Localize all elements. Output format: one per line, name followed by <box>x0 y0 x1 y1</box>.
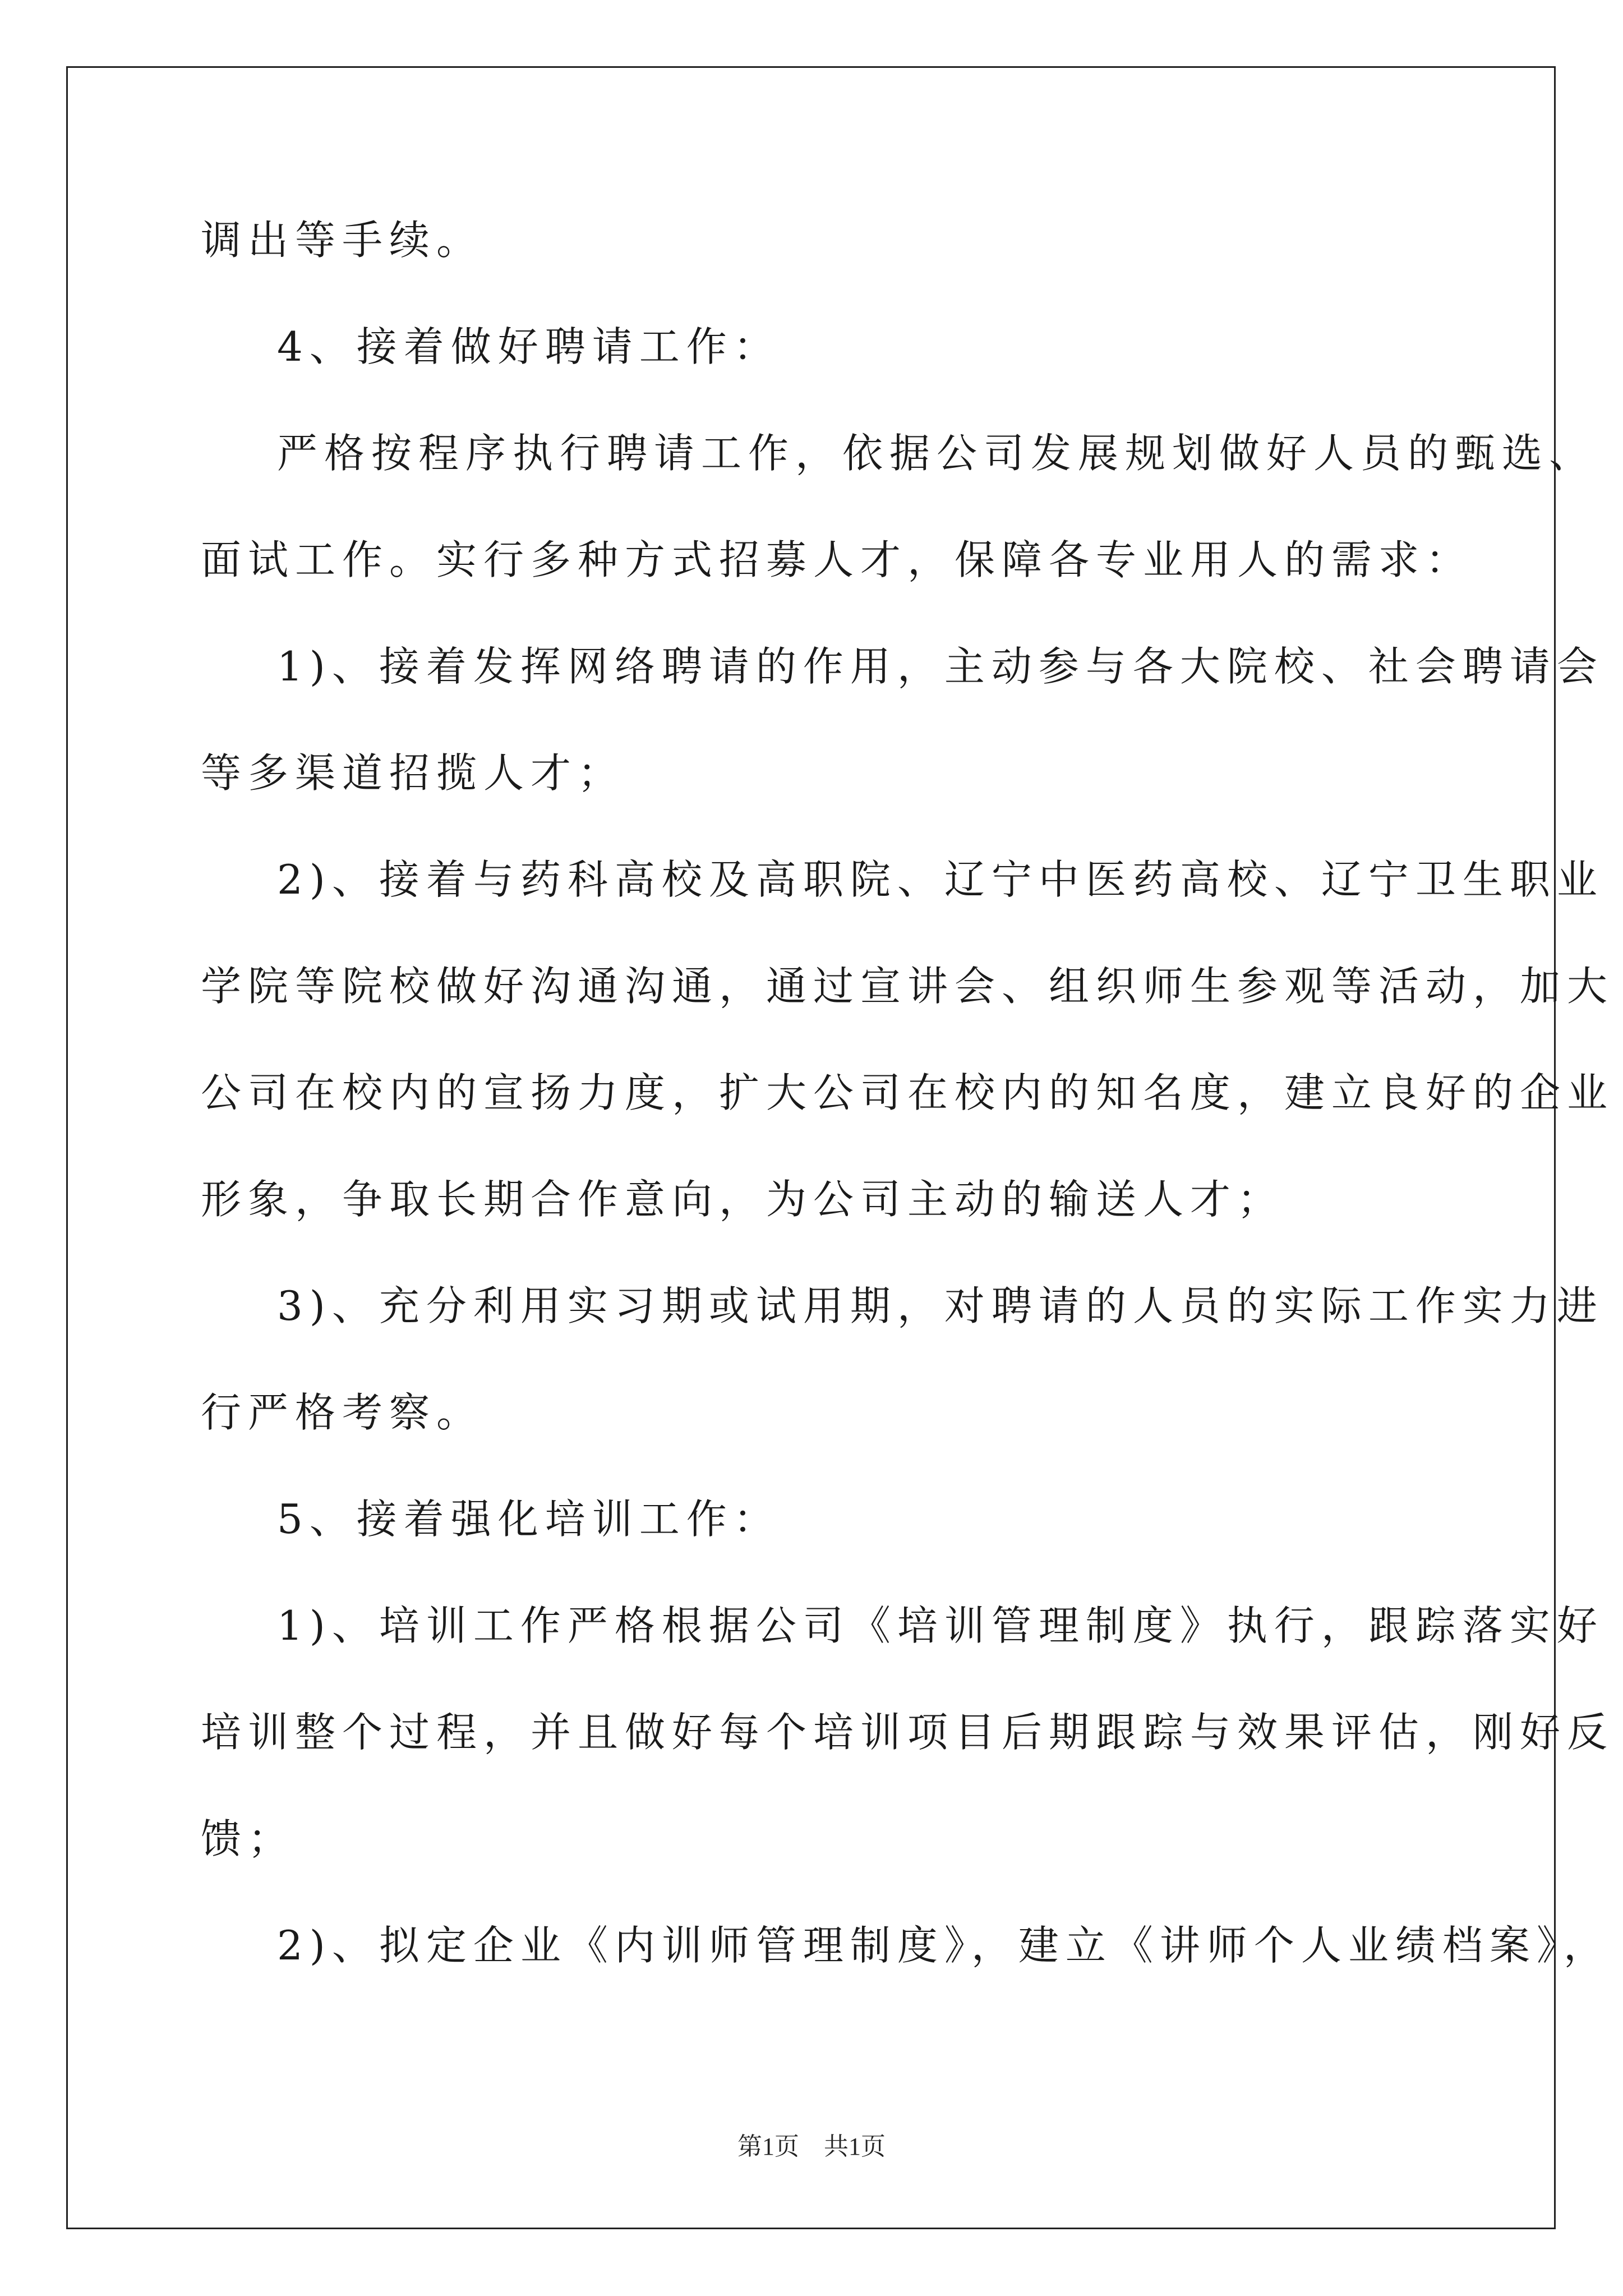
text-line: 馈； <box>201 1815 296 1862</box>
text-line: 公司在校内的宣扬力度，扩大公司在校内的知名度，建立良好的企业 <box>201 1069 1615 1116</box>
text-line: 形象，争取长期合作意向，为公司主动的输送人才； <box>201 1176 1285 1223</box>
text-line: 1)、培训工作严格根据公司《培训管理制度》执行，跟踪落实好 <box>277 1602 1604 1649</box>
text-line: 严格按程序执行聘请工作，依据公司发展规划做好人员的甄选、 <box>277 430 1597 477</box>
text-line: 行严格考察。 <box>201 1389 484 1436</box>
text-line: 学院等院校做好沟通沟通，通过宣讲会、组织师生参观等活动，加大 <box>201 963 1615 1010</box>
text-line: 2)、拟定企业《内训师管理制度》，建立《讲师个人业绩档案》， <box>277 1922 1611 1969</box>
text-line: 培训整个过程，并且做好每个培训项目后期跟踪与效果评估，刚好反 <box>201 1709 1615 1756</box>
text-line: 1)、接着发挥网络聘请的作用，主动参与各大院校、社会聘请会 <box>277 643 1604 690</box>
text-line: 调出等手续。 <box>201 217 484 264</box>
text-line: 5、接着强化培训工作： <box>277 1496 781 1543</box>
text-line: 面试工作。实行多种方式招募人才，保障各专业用人的需求： <box>201 536 1473 583</box>
page-border <box>66 66 1556 2229</box>
text-line: 2)、接着与药科高校及高职院、辽宁中医药高校、辽宁卫生职业 <box>277 856 1604 903</box>
text-line: 4、接着做好聘请工作： <box>277 323 781 370</box>
text-line: 等多渠道招揽人才； <box>201 749 625 797</box>
text-line: 3)、充分利用实习期或试用期，对聘请的人员的实际工作实力进 <box>277 1282 1604 1329</box>
page-footer: 第1页 共1页 <box>737 2133 886 2160</box>
